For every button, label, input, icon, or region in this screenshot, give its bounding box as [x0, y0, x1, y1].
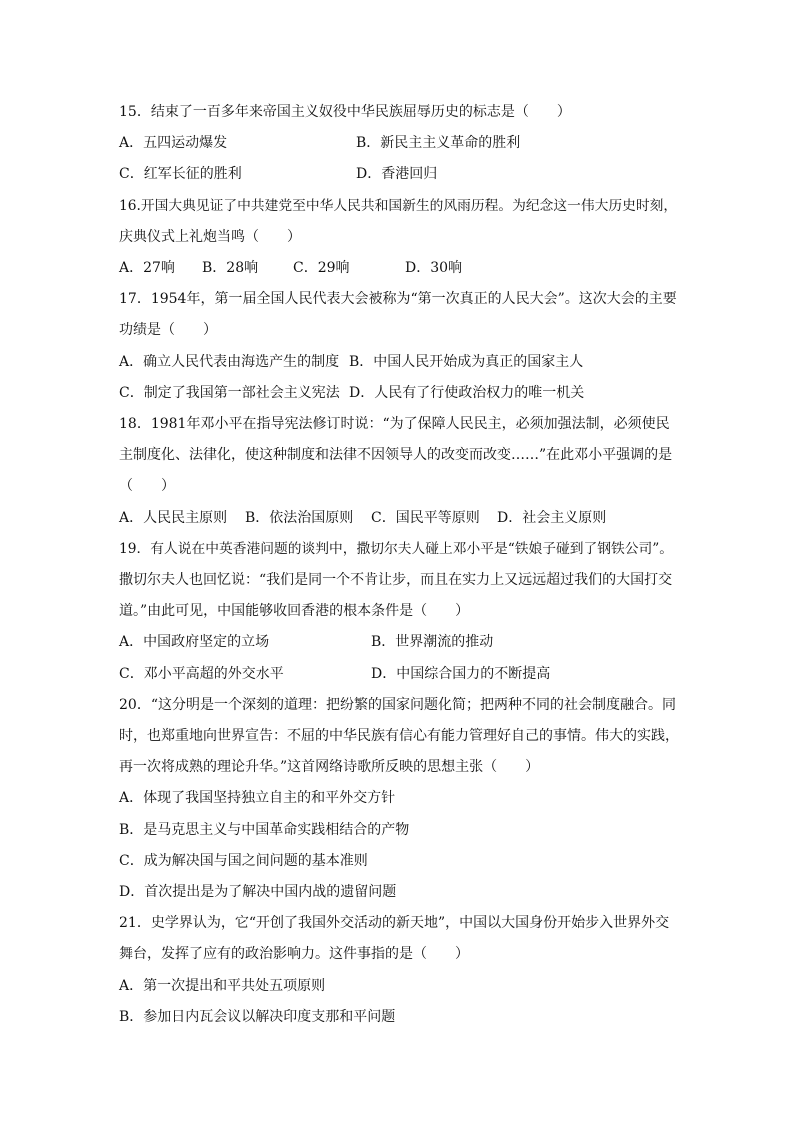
question-15-option-b: B．新民主主义革命的胜利 — [356, 135, 521, 151]
question-21-stem-line-2: 舞台，发挥了应有的政治影响力。这件事指的是（ ） — [119, 946, 469, 962]
question-18-stem-line-1: 18．1981年邓小平在指导宪法修订时说：“为了保障人民民主，必须加强法制，必须使民 — [119, 416, 670, 432]
question-17-stem-line-1: 17．1954年，第一届全国人民代表大会被称为“第一次真正的人民大会”。这次大会的主要 — [119, 291, 677, 307]
question-19-option-b: B．世界潮流的推动 — [371, 634, 494, 650]
question-18-option-a: A．人民民主原则 — [119, 510, 228, 526]
question-17-option-b: B．中国人民开始成为真正的国家主人 — [349, 354, 584, 370]
question-15-stem: 15．结束了一百多年来帝国主义奴役中华民族屈辱历史的标志是（ ） — [119, 104, 571, 120]
question-20-option-c: C．成为解决国与国之间问题的基本准则 — [119, 853, 368, 869]
question-21-option-b: B．参加日内瓦会议以解决印度支那和平问题 — [119, 1009, 396, 1025]
question-21-option-a: A．第一次提出和平共处五项原则 — [119, 978, 326, 994]
question-18-stem-line-2: 主制度化、法律化，使这种制度和法律不因领导人的改变而改变……”在此邓小平强调的是 — [119, 447, 673, 463]
question-17-stem-line-2: 功绩是（ ） — [119, 322, 217, 338]
question-19-option-a: A．中国政府坚定的立场 — [119, 634, 270, 650]
question-21-stem-line-1: 21．史学界认为，它“开创了我国外交活动的新天地”，中国以大国身份开始步入世界外交 — [119, 915, 670, 931]
question-16-option-d: D．30响 — [405, 260, 463, 276]
question-18-option-b: B．依法治国原则 — [245, 510, 354, 526]
question-16-stem-line-1: 16.开国大典见证了中共建党至中华人民共和国新生的风雨历程。为纪念这一伟大历史时刻， — [119, 198, 678, 214]
question-19-option-c: C．邓小平高超的外交水平 — [119, 666, 284, 682]
question-20-option-b: B．是马克思主义与中国革命实践相结合的产物 — [119, 822, 410, 838]
question-18-option-c: C．国民平等原则 — [371, 510, 480, 526]
question-16-option-b: B．28响 — [202, 260, 259, 276]
question-17-option-c: C．制定了我国第一部社会主义宪法 — [119, 385, 340, 401]
question-15-option-a: A．五四运动爆发 — [119, 135, 228, 151]
question-20-stem-line-3: 再一次将成熟的理论升华。”这首网络诗歌所反映的思想主张（ ） — [119, 759, 540, 775]
question-18-stem-line-3: （ ） — [119, 478, 175, 494]
question-15-option-d: D．香港回归 — [356, 166, 438, 182]
question-16-option-c: C．29响 — [293, 260, 350, 276]
question-17-option-a: A．确立人民代表由海选产生的制度 — [119, 354, 340, 370]
question-19-stem-line-1: 19．有人说在中英香港问题的谈判中，撒切尔夫人碰上邓小平是“铁娘子碰到了钢铁公司”。 — [119, 541, 674, 557]
question-15-option-c: C．红军长征的胜利 — [119, 166, 242, 182]
question-19-option-d: D．中国综合国力的不断提高 — [371, 666, 551, 682]
question-16-stem-line-2: 庆典仪式上礼炮当鸣（ ） — [119, 229, 301, 245]
question-19-stem-line-3: 道。”由此可见，中国能够收回香港的根本条件是（ ） — [119, 603, 470, 619]
question-20-stem-line-2: 时，也郑重地向世界宣告：不屈的中华民族有信心有能力管理好自己的事情。伟大的实践， — [119, 728, 679, 744]
question-17-option-d: D．人民有了行使政治权力的唯一机关 — [349, 385, 585, 401]
question-19-stem-line-2: 撒切尔夫人也回忆说：“我们是同一个不肯让步，而且在实力上又远远超过我们的大国打交 — [119, 572, 673, 588]
question-20-option-d: D．首次提出是为了解决中国内战的遗留问题 — [119, 884, 397, 900]
question-20-option-a: A．体现了我国坚持独立自主的和平外交方针 — [119, 790, 396, 806]
question-16-option-a: A．27响 — [119, 260, 175, 276]
question-18-option-d: D．社会主义原则 — [497, 510, 607, 526]
question-20-stem-line-1: 20．“这分明是一个深刻的道理：把纷繁的国家问题化简；把两种不同的社会制度融合。同 — [119, 697, 676, 713]
